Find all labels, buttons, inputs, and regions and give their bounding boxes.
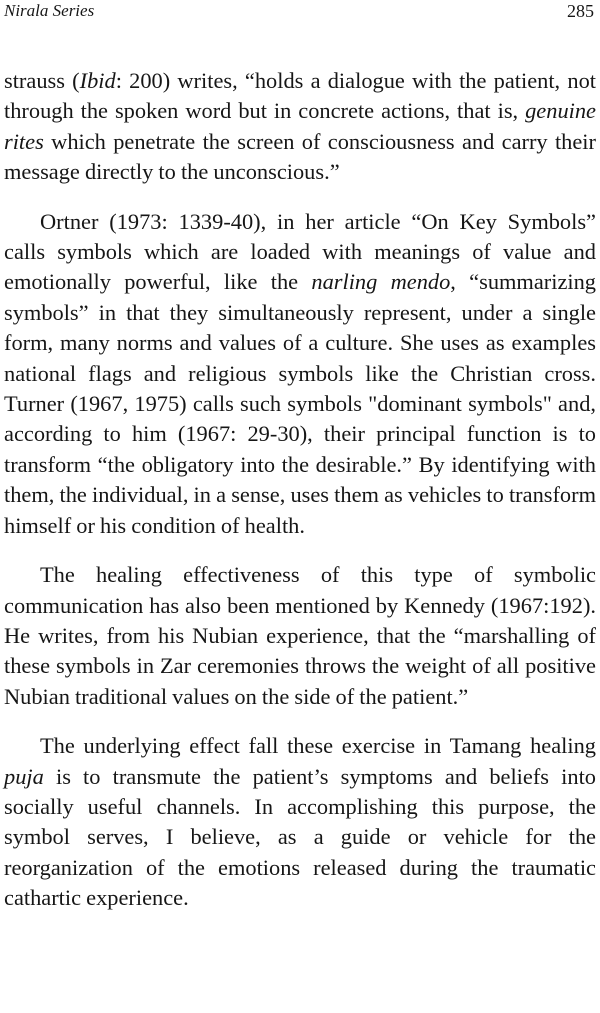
body-text bbox=[4, 66, 596, 933]
running-header bbox=[0, 0, 600, 26]
italic-term: puja bbox=[4, 763, 44, 789]
italic-term: narling mendo bbox=[311, 269, 451, 295]
paragraph-4 bbox=[4, 731, 596, 913]
paragraph-2 bbox=[4, 207, 596, 541]
text-run: , “summarizing symbols” in that they simultaneously represent, under a single form, many norms and values of a culture. She uses as examples national flags and religious symbols like the Christian cross. Turner (1967, 1975) calls such symbols "dominant symbols" and, according to him (1967: 29-30), their principal function is to transform “the obligatory into the desirable.” By identifying with them, the individual, in a sense, uses them as vehicles to transform himself or his condition of health. bbox=[4, 269, 597, 538]
text-run: strauss ( bbox=[4, 68, 80, 93]
text-run: which penetrate the screen of consciousness and carry their message directly to the unconscious.” bbox=[4, 128, 596, 185]
text-run: Ortner (1973: 1339-40), in her article “On Key Symbols” calls symbols which are loaded with meanings of value and emotionally powerful, like the bbox=[4, 208, 596, 295]
paragraph-3 bbox=[4, 560, 596, 712]
italic-term: Ibid bbox=[79, 68, 116, 93]
paragraph-1 bbox=[4, 66, 596, 188]
text-run: : 200) writes, “holds a dialogue with the patient, not through the spoken word but in concrete actions, that is, bbox=[4, 68, 596, 124]
series-title: Nirala Series bbox=[4, 1, 95, 20]
page-number: 285 bbox=[567, 1, 594, 21]
text-run: The underlying effect fall these exercise in Tamang healing bbox=[40, 733, 596, 759]
italic-term: genuine rites bbox=[4, 98, 596, 154]
text-run: is to transmute the patient’s symptoms and beliefs into socially useful channels. In accomplishing this purpose, the symbol serves, I believe, as a guide or vehicle for the reorganization of the emotions released during the traumatic cathartic experience. bbox=[4, 763, 596, 911]
text-run: The healing effectiveness of this type of symbolic communication has also been mentioned by Kennedy (1967:192). He writes, from his Nubian experience, that the “marshalling of these symbols in Zar ceremonies throws the weight of all positive Nubian traditional values on the side of the patient.” bbox=[4, 562, 596, 709]
